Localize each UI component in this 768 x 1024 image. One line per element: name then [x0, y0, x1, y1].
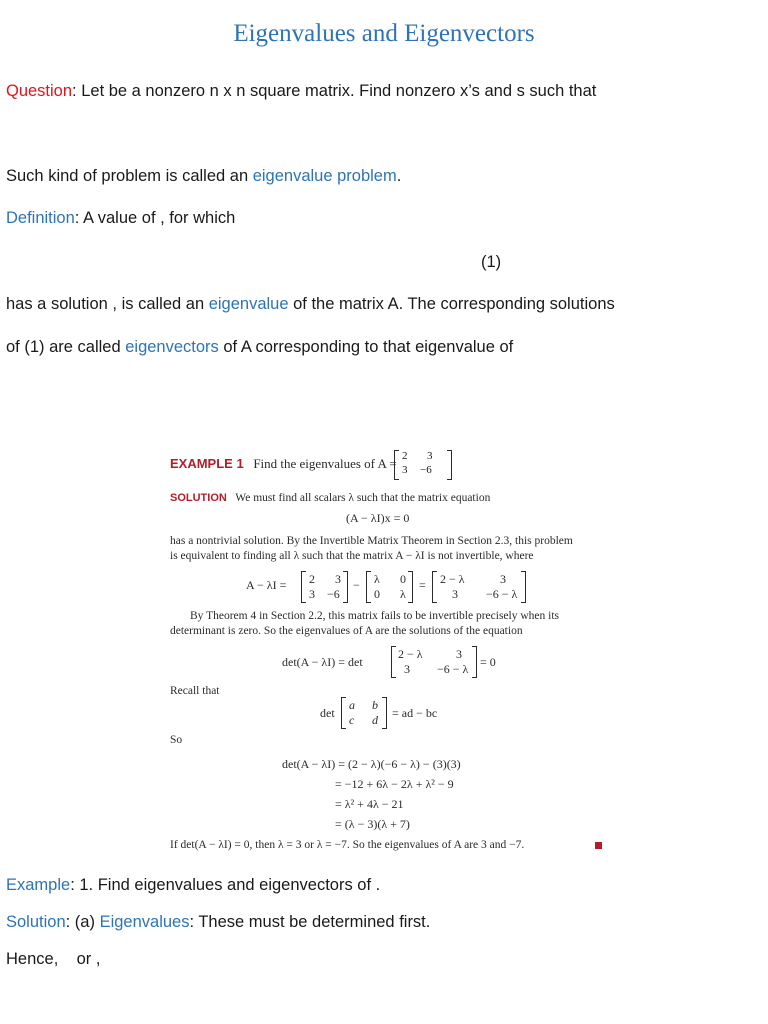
matrix-cell: −6 − λ	[437, 662, 469, 676]
definition-line	[6, 209, 235, 228]
calculation-line: = λ² + 4λ − 21	[335, 797, 404, 811]
eigenvectors-term: eigenvectors	[125, 338, 219, 356]
matrix-cell: d	[372, 713, 378, 727]
hence-line: Hence, or ,	[6, 950, 101, 968]
matrix-cell: λ	[400, 587, 406, 601]
line5-post: of A corresponding to that eigenvalue of	[218, 338, 514, 356]
matrix-a-cell: −6	[420, 464, 432, 476]
determinant-equation-lhs: det(A − λI) = det	[282, 655, 363, 669]
example-text: : 1. Find eigenvalues and eigenvectors of .	[70, 876, 381, 894]
matrix-cell: b	[372, 698, 378, 712]
calculation-line: = −12 + 6λ − 2λ + λ² − 9	[335, 777, 454, 791]
matrix-cell: c	[349, 713, 355, 727]
example-line	[6, 876, 380, 895]
matrix-cell: −6	[327, 587, 340, 601]
calculation-line: = (λ − 3)(λ + 7)	[335, 817, 410, 831]
solution-post: : These must be determined first.	[189, 913, 431, 931]
question-label: Question	[6, 82, 73, 100]
equation-lhs: A − λI =	[246, 578, 287, 592]
matrix-cell: 0	[400, 572, 406, 586]
eigenvalue-term: eigenvalue	[208, 295, 289, 313]
det-formula: = ad − bc	[392, 706, 438, 720]
equals-sign: =	[419, 578, 426, 592]
eigenvalues-term: Eigenvalues	[99, 913, 190, 931]
definition-text: : A value of , for which	[74, 209, 236, 227]
example-label: Example	[6, 876, 71, 894]
line2-pre: Such kind of problem is called an	[6, 167, 253, 185]
line4-pre: has a solution , is called an	[6, 295, 209, 313]
textbook-conclusion: If det(A − λI) = 0, then λ = 3 or λ = −7. So the eigenvalues of A are 3 and −7.	[170, 839, 525, 851]
example1-label: EXAMPLE 1	[170, 456, 244, 471]
eigenvector-definition-line	[6, 338, 513, 357]
matrix-a-cell: 2	[402, 450, 408, 462]
line4-post: of the matrix A. The corresponding solutions	[288, 295, 615, 313]
eigenvalue-problem-term: eigenvalue problem	[252, 167, 397, 185]
matrix-cell: 3	[404, 662, 410, 676]
textbook-solution-label: SOLUTION	[170, 492, 227, 504]
example1-text: Find the eigenvalues of A =	[253, 456, 397, 471]
minus-sign: −	[353, 578, 360, 592]
det-label: det	[320, 706, 335, 720]
solution-pre: : (a)	[65, 913, 100, 931]
matrix-cell: 3	[452, 587, 458, 601]
matrix-cell: 2	[309, 572, 315, 586]
textbook-paragraph: has a nontrivial solution. By the Invertible Matrix Theorem in Section 2.3, this problem	[170, 535, 573, 547]
matrix-cell: 3	[309, 587, 315, 601]
page-title: Eigenvalues and Eigenvectors	[233, 20, 535, 47]
textbook-paragraph: By Theorem 4 in Section 2.2, this matrix fails to be invertible precisely when its	[190, 610, 559, 622]
matrix-cell: −6 − λ	[486, 587, 518, 601]
recall-text: Recall that	[170, 685, 220, 697]
so-text: So	[170, 734, 183, 746]
matrix-cell: a	[349, 698, 355, 712]
determinant-equation-rhs: = 0	[480, 655, 496, 669]
solution-label: Solution	[6, 913, 66, 931]
eigenvalue-problem-line	[6, 167, 401, 186]
matrix-cell: 3	[456, 647, 462, 661]
matrix-cell: 2 − λ	[398, 647, 423, 661]
matrix-cell: 0	[374, 587, 380, 601]
matrix-cell: 3	[500, 572, 506, 586]
calculation-line: det(A − λI) = (2 − λ)(−6 − λ) − (3)(3)	[282, 757, 461, 771]
matrix-a-cell: 3	[402, 464, 408, 476]
definition-label: Definition	[6, 209, 75, 227]
end-of-example-mark	[595, 842, 602, 849]
textbook-paragraph: is equivalent to finding all λ such that the matrix A − λI is not invertible, where	[170, 550, 534, 562]
textbook-paragraph: determinant is zero. So the eigenvalues of A are the solutions of the equation	[170, 625, 523, 637]
equation-number: (1)	[481, 253, 502, 271]
line5-pre: of (1) are called	[6, 338, 126, 356]
matrix-cell: 3	[335, 572, 341, 586]
matrix-a-cell: 3	[427, 450, 433, 462]
example1-heading	[170, 456, 397, 472]
matrix-cell: 2 − λ	[440, 572, 465, 586]
line2-post: .	[396, 167, 402, 185]
eigenvalue-definition-line	[6, 295, 615, 314]
equation-a-minus-lambda-i: (A − λI)x = 0	[346, 511, 410, 525]
question-line	[6, 82, 596, 101]
textbook-solution-line	[170, 488, 490, 506]
matrix-cell: λ	[374, 572, 380, 586]
textbook-solution-text: We must find all scalars λ such that the matrix equation	[235, 492, 491, 504]
question-text: : Let be a nonzero n x n square matrix. Find nonzero x’s and s such that	[72, 82, 597, 100]
solution-line	[6, 913, 430, 932]
